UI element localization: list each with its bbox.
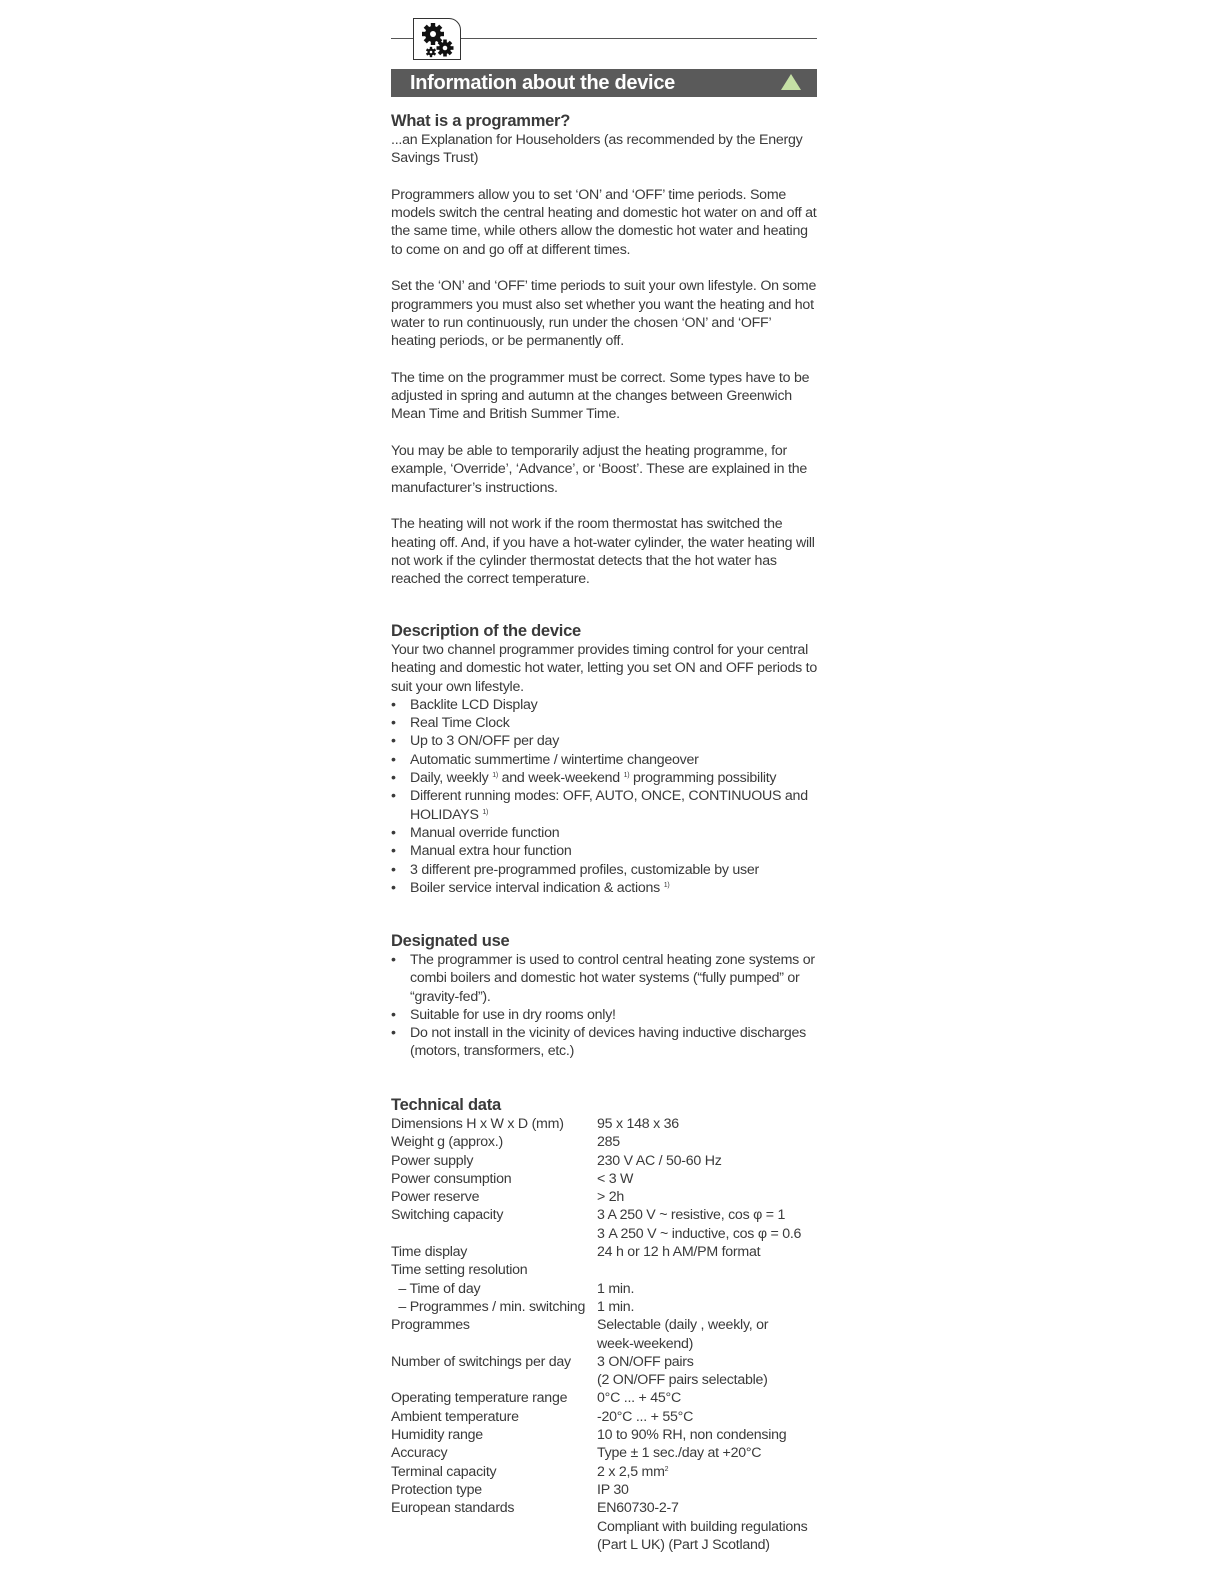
tech-label: Humidity range — [391, 1427, 483, 1444]
tech-row — [391, 1463, 817, 1481]
list-item: • Automatic summertime / wintertime changeover — [391, 751, 817, 769]
tech-row — [391, 1170, 817, 1188]
list-item-text: Different running modes: OFF, AUTO, ONCE, CONTINUOUS and HOLIDAYS — [410, 788, 808, 823]
tech-label: Time display — [391, 1244, 468, 1261]
list-item — [391, 879, 817, 897]
tech-label: – Programmes / min. switching — [391, 1298, 586, 1315]
tech-row — [391, 1188, 817, 1206]
footnote-mark: 1) — [623, 772, 630, 780]
tech-value: IP 30 — [597, 1481, 629, 1498]
tech-row — [391, 1206, 817, 1243]
list-item: • Manual override function — [391, 824, 817, 842]
tech-value: Selectable (daily , weekly, or week-weekend) — [597, 1317, 769, 1352]
feature-list — [391, 696, 817, 897]
tech-label: Number of switchings per day — [391, 1353, 571, 1370]
programmer-paragraph: Programmers allow you to set ‘ON’ and ‘OFF’ time periods. Some models switch the central heating and domestic hot water on and off at the same time, while others allow the domestic hot water and heating to come on and go off at different times. — [391, 186, 817, 258]
list-item: • 3 different pre-programmed profiles, customizable by user — [391, 861, 817, 879]
programmer-heading: What is a programmer? — [391, 112, 571, 130]
tech-label: Switching capacity — [391, 1207, 504, 1224]
list-item — [391, 769, 817, 787]
programmer-paragraph: The time on the programmer must be correct. Some types have to be adjusted in spring and autumn at the changes between Greenwich Mean Time and British Summer Time. — [391, 369, 810, 423]
tech-value — [597, 1499, 817, 1554]
list-item: • Manual extra hour function — [391, 842, 817, 860]
tech-value: > 2h — [597, 1189, 625, 1206]
tech-value — [597, 1353, 817, 1390]
tech-value: 95 x 148 x 36 — [597, 1116, 679, 1132]
tech-value-line: 3 A 250 V ~ inductive, cos φ = 0.6 — [597, 1225, 802, 1242]
tech-row — [391, 1115, 817, 1133]
tech-label: Operating temperature range — [391, 1390, 568, 1407]
tech-value: 0°C ... + 45°C — [597, 1390, 681, 1407]
footnote-mark: 1) — [663, 881, 670, 889]
superscript: 2 — [664, 1465, 669, 1473]
list-item: • Do not install in the vicinity of devices having inductive discharges (motors, transformers, etc.) — [391, 1024, 817, 1061]
tech-row — [391, 1316, 817, 1353]
technical-section — [391, 1095, 817, 1554]
list-item-text: Boiler service interval indication & actions — [410, 879, 661, 896]
tech-label: Dimensions H x W x D (mm) — [391, 1116, 564, 1132]
gears-icon-box — [413, 18, 461, 60]
tech-row — [391, 1389, 817, 1407]
footnote-mark: 1) — [482, 808, 489, 816]
tech-value: 285 — [597, 1134, 620, 1151]
list-item-text: programming possibility — [629, 770, 777, 787]
tech-value — [597, 1463, 817, 1481]
tech-value: 1 min. — [597, 1280, 635, 1297]
designated-heading: Designated use — [391, 932, 510, 950]
tech-label: Power reserve — [391, 1189, 480, 1206]
tech-value: 10 to 90% RH, non condensing — [597, 1427, 787, 1444]
tech-label: – Time of day — [391, 1280, 481, 1297]
tech-label: Programmes — [391, 1317, 470, 1334]
tech-value — [597, 1206, 817, 1243]
tech-value: 1 min. — [597, 1298, 635, 1315]
tech-value-line: (2 ON/OFF pairs selectable) — [597, 1372, 768, 1389]
description-section — [391, 621, 817, 897]
list-item-text: and week-weekend — [497, 770, 620, 787]
tech-row — [391, 1298, 817, 1316]
tech-value: 24 h or 12 h AM/PM format — [597, 1244, 761, 1261]
tech-value: -20°C ... + 55°C — [597, 1408, 694, 1425]
list-item: • Up to 3 ON/OFF per day — [391, 732, 817, 750]
section-title-bar — [391, 69, 817, 97]
tech-label: Time setting resolution — [391, 1262, 528, 1279]
tech-row — [391, 1261, 817, 1279]
tech-row — [391, 1133, 817, 1151]
tech-label: Power supply — [391, 1152, 474, 1169]
tech-value: Type ± 1 sec./day at +20°C — [597, 1445, 762, 1462]
description-intro: Your two channel programmer provides timing control for your central heating and domestic hot water, letting you set ON and OFF periods to suit your own lifestyle. — [391, 642, 817, 695]
tech-row — [391, 1481, 817, 1499]
programmer-paragraph: The heating will not work if the room thermostat has switched the heating off. And, if you have a hot-water cylinder, the water heating will not work if the cylinder thermostat detects that the hot water has reached the correct temperature. — [391, 516, 815, 588]
programmer-paragraph: Set the ‘ON’ and ‘OFF’ time periods to suit your own lifestyle. On some programmers you must also set whether you want the heating and hot water to run continuously, run under the chosen ‘ON’ and ‘OFF’ heating periods, or be permanently off. — [391, 278, 817, 350]
tech-row — [391, 1426, 817, 1444]
description-heading: Description of the device — [391, 622, 581, 640]
tech-label: Protection type — [391, 1481, 482, 1498]
programmer-section — [391, 111, 817, 588]
technical-heading: Technical data — [391, 1096, 501, 1114]
list-item: • Suitable for use in dry rooms only! — [391, 1006, 817, 1024]
triangle-up-icon — [780, 73, 802, 91]
tech-row — [391, 1243, 817, 1261]
footnote-mark: 1) — [492, 772, 498, 780]
page-title: Information about the device — [410, 72, 675, 94]
tech-label: Accuracy — [391, 1445, 448, 1462]
tech-value-line: 3 ON/OFF pairs — [597, 1353, 694, 1370]
designated-list — [391, 951, 817, 1061]
tech-row — [391, 1353, 817, 1390]
tech-row — [391, 1408, 817, 1426]
list-item — [391, 787, 817, 824]
tech-row — [391, 1280, 817, 1298]
tech-value: < 3 W — [597, 1170, 634, 1187]
tech-label: Weight g (approx.) — [391, 1134, 503, 1151]
tech-row — [391, 1152, 817, 1170]
list-item: • The programmer is used to control central heating zone systems or combi boilers and domestic hot water systems (“fully pumped” or “gravity-fed”). — [391, 951, 817, 1006]
list-item: • Real Time Clock — [391, 714, 817, 732]
tech-value-line: EN60730-2-7 — [597, 1500, 679, 1517]
tech-label: Terminal capacity — [391, 1463, 497, 1480]
programmer-paragraph: You may be able to temporarily adjust the heating programme, for example, ‘Override’, ‘Advance’, or ‘Boost’. These are explained in the manufacturer’s instructions. — [391, 443, 807, 496]
tech-label: European standards — [391, 1500, 515, 1517]
gears-icon — [419, 21, 457, 59]
tech-label: Ambient temperature — [391, 1408, 519, 1425]
list-item: • Backlite LCD Display — [391, 696, 817, 714]
list-item-text: Daily, weekly — [410, 770, 489, 787]
tech-row — [391, 1499, 817, 1554]
tech-row — [391, 1444, 817, 1462]
tech-value-line: Compliant with building regulations (Part L UK) (Part J Scotland) — [597, 1518, 808, 1553]
designated-section — [391, 931, 817, 1061]
programmer-subtitle: ...an Explanation for Householders (as recommended by the Energy Savings Trust) — [391, 132, 803, 167]
tech-label: Power consumption — [391, 1170, 512, 1187]
tech-value-line: 3 A 250 V ~ resistive, cos φ = 1 — [597, 1207, 786, 1224]
tech-value-text: 2 x 2,5 mm — [597, 1463, 665, 1480]
tech-value: 230 V AC / 50-60 Hz — [597, 1152, 722, 1169]
